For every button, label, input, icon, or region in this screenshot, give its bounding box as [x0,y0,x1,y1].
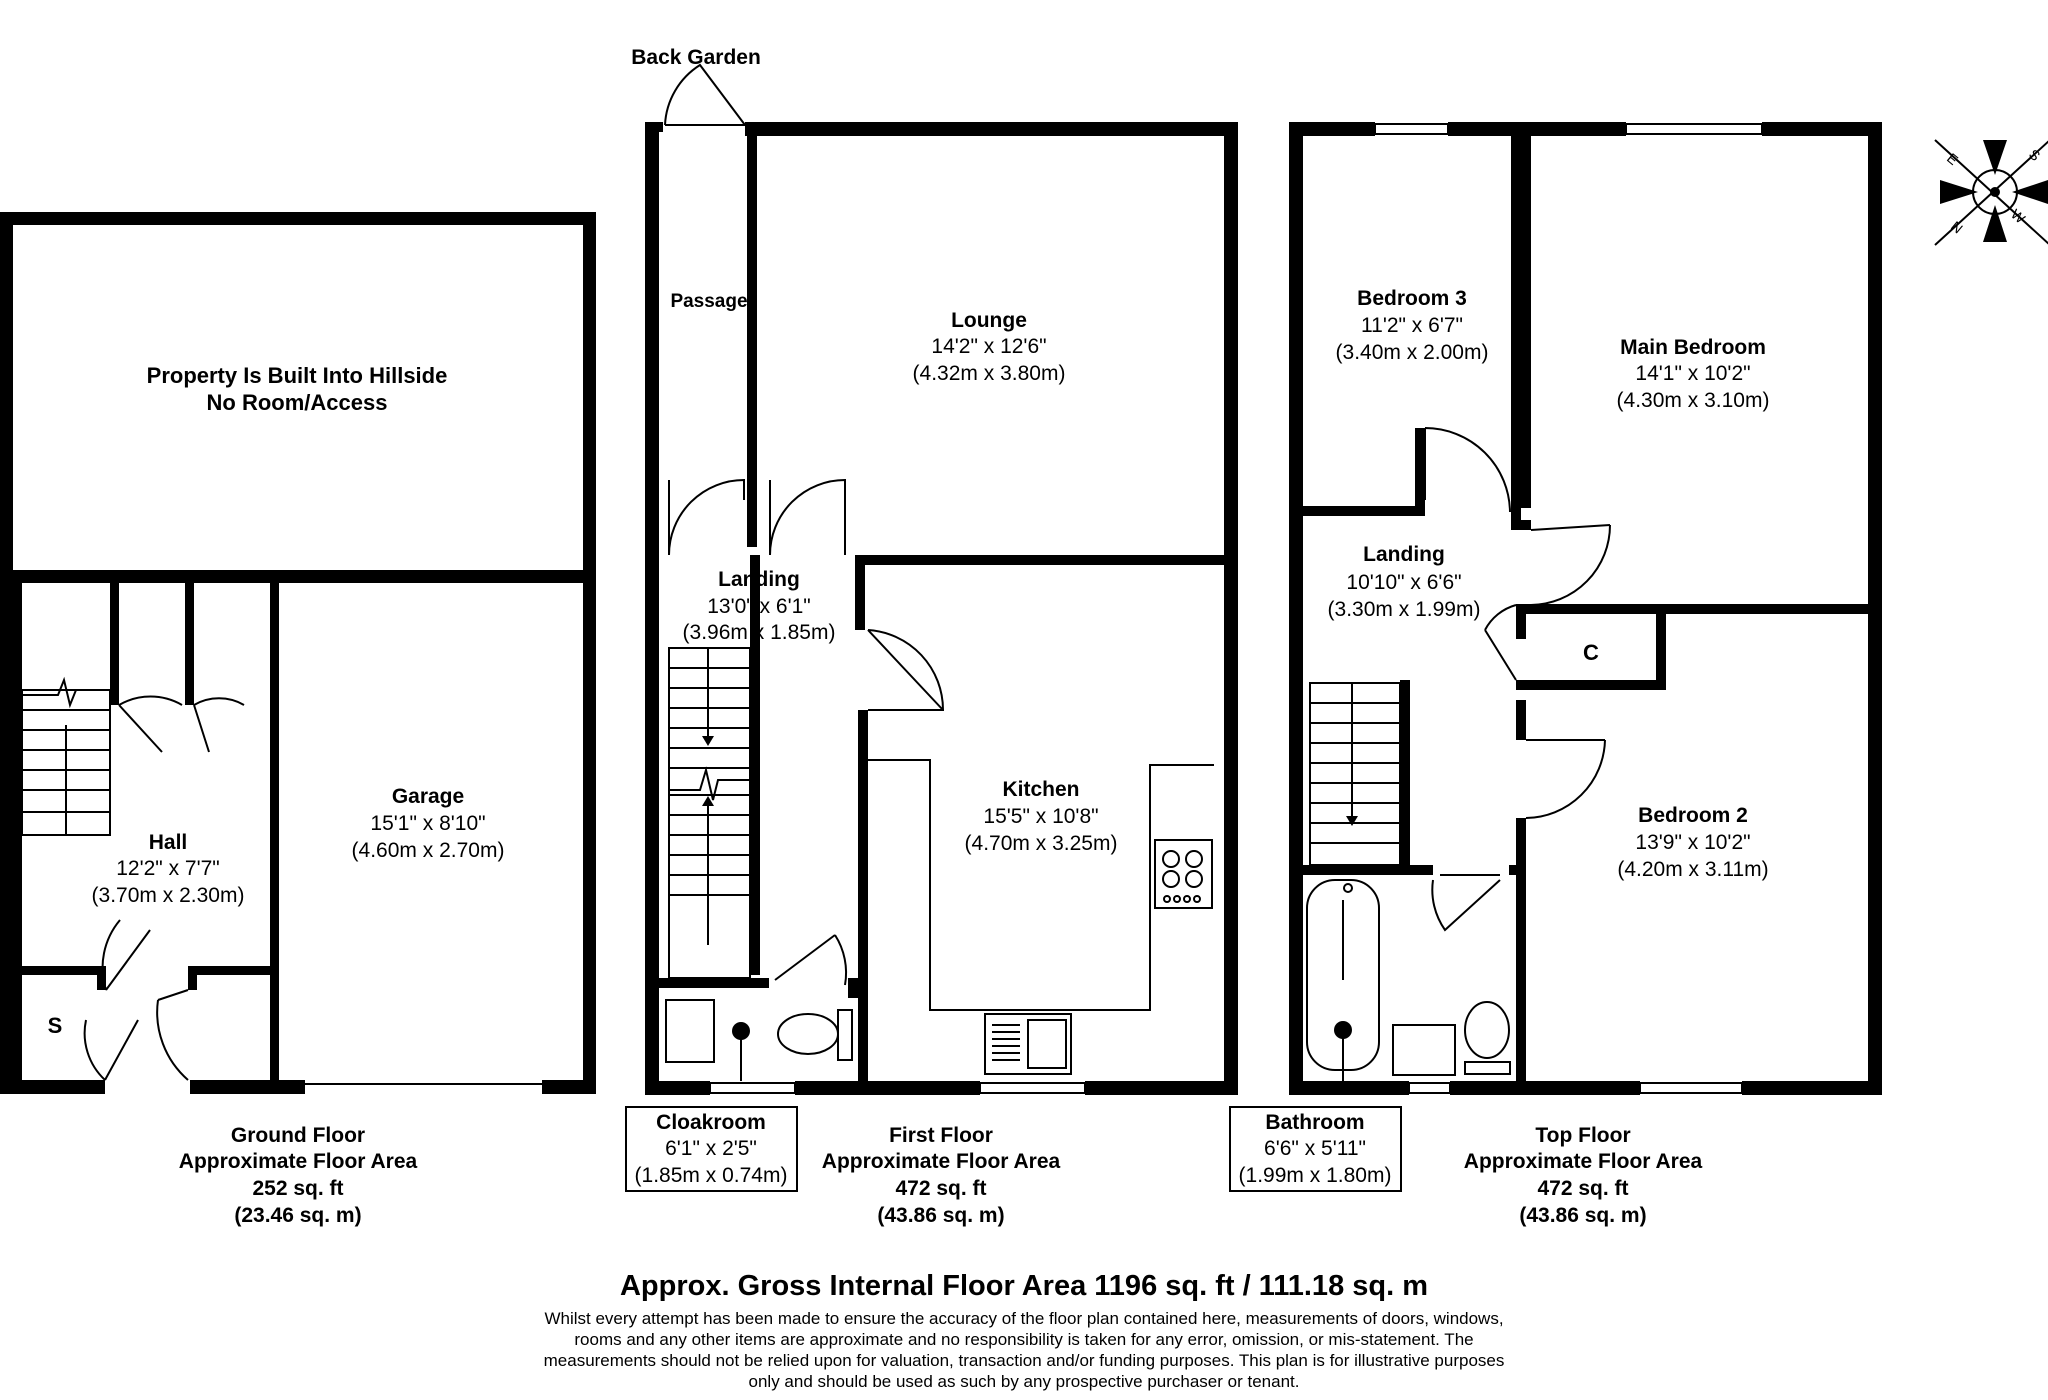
room-name: Hall [148,831,188,854]
disclaimer-line: only and should be used as such by any prospective purchaser or tenant. [748,1372,1300,1391]
room-dims-metric: (1.85m x 0.74m) [634,1164,788,1187]
room-dims-imperial: 6'1" x 2'5" [665,1137,757,1160]
room-landing-top [1328,543,1481,621]
hillside-text-1: Property Is Built Into Hillside [146,363,448,388]
room-dims-metric: (4.20m x 3.11m) [1617,858,1769,881]
disclaimer [0,1308,2048,1392]
cupboard-label: C [1583,640,1599,665]
room-dims-metric: (3.30m x 1.99m) [1327,598,1481,621]
compass-e: E [1943,149,1962,169]
floor-area-sqft: 252 sq. ft [252,1177,344,1200]
room-name: Landing [1363,543,1445,566]
room-name: Lounge [951,309,1027,332]
room-dims-metric: (4.32m x 3.80m) [912,362,1066,385]
room-name: Garage [391,785,465,808]
room-dims-imperial: 11'2" x 6'7" [1361,314,1463,337]
room-dims-metric: (4.30m x 3.10m) [1616,389,1770,412]
disclaimer-line: rooms and any other items are approximate and no responsibility is taken for any error, omission, or mis-statement. The [574,1330,1474,1349]
floor-title-first [822,1124,1061,1227]
room-dims-metric: (4.70m x 3.25m) [964,832,1118,855]
room-dims-imperial: 13'0" x 6'1" [707,595,811,618]
gross-floor-area: Approx. Gross Internal Floor Area 1196 sq. ft / 111.18 sq. m [619,1270,1428,1302]
compass-n: N [1947,217,1967,237]
room-name: Cloakroom [656,1111,766,1134]
floor-area-sqft: 472 sq. ft [895,1177,987,1200]
hillside-text-2: No Room/Access [206,390,388,415]
room-bathroom [1230,1107,1401,1191]
room-hall [92,831,245,907]
floor-area-label: Approximate Floor Area [1463,1150,1703,1173]
room-dims-metric: (1.99m x 1.80m) [1238,1164,1392,1187]
floor-area-sqm: (43.86 sq. m) [1519,1204,1647,1227]
basin-icon [666,1000,714,1062]
floor-area-label: Approximate Floor Area [178,1150,418,1173]
floor-area-sqft: 472 sq. ft [1537,1177,1629,1200]
room-dims-metric: (3.96m x 1.85m) [682,621,836,644]
ground-stairs [22,680,110,835]
floor-title-top [1464,1124,1703,1227]
room-dims-imperial: 15'5" x 10'8" [983,805,1099,828]
back-garden-label: Back Garden [631,46,761,69]
room-dims-imperial: 13'9" x 10'2" [1635,831,1751,854]
ground-floor-plan [0,212,596,1094]
room-landing-first [683,568,836,644]
room-dims-imperial: 14'2" x 12'6" [931,335,1047,358]
room-main-bedroom [1617,336,1770,412]
toilet-icon [778,1014,838,1054]
room-dims-metric: (4.60m x 2.70m) [351,839,505,862]
room-dims-imperial: 12'2" x 7'7" [116,857,220,880]
room-name: Bedroom 3 [1357,287,1467,310]
room-name: Kitchen [1002,778,1080,801]
floor-name: First Floor [889,1124,993,1147]
room-bedroom-2 [1617,804,1768,881]
room-lounge [913,309,1066,385]
floor-area-label: Approximate Floor Area [821,1150,1061,1173]
room-bedroom-3 [1336,287,1489,364]
room-dims-imperial: 6'6" x 5'11" [1264,1137,1366,1160]
passage-label: Passage [670,291,748,312]
floor-area-sqm: (43.86 sq. m) [877,1204,1005,1227]
room-garage [352,785,505,862]
floor-name: Top Floor [1535,1124,1631,1147]
disclaimer-line: measurements should not be relied upon for valuation, transaction and/or funding purposes. This plan is for illustrative purposes [543,1351,1505,1370]
room-name: Main Bedroom [1620,336,1766,359]
room-name: Bathroom [1265,1111,1365,1134]
room-name: Bedroom 2 [1638,804,1748,827]
room-dims-imperial: 14'1" x 10'2" [1635,362,1751,385]
room-dims-metric: (3.70m x 2.30m) [91,884,245,907]
room-kitchen [965,778,1118,855]
top-stairs [1310,683,1400,865]
room-dims-metric: (3.40m x 2.00m) [1335,341,1489,364]
room-dims-imperial: 15'1" x 8'10" [370,812,486,835]
floor-name: Ground Floor [230,1124,366,1147]
compass-w: W [2007,205,2029,227]
room-cloakroom [626,1107,797,1191]
floor-area-sqm: (23.46 sq. m) [234,1204,362,1227]
toilet-icon [1465,1002,1509,1058]
store-label: S [47,1013,63,1038]
basin-icon [1393,1025,1455,1075]
room-dims-imperial: 10'10" x 6'6" [1346,571,1462,594]
first-stairs [669,648,750,978]
compass-s: S [2025,145,2044,165]
floor-title-ground [179,1124,418,1227]
disclaimer-line: Whilst every attempt has been made to ensure the accuracy of the floor plan contained here, measurements of doors, windows, [544,1309,1504,1328]
room-name: Landing [718,568,800,591]
